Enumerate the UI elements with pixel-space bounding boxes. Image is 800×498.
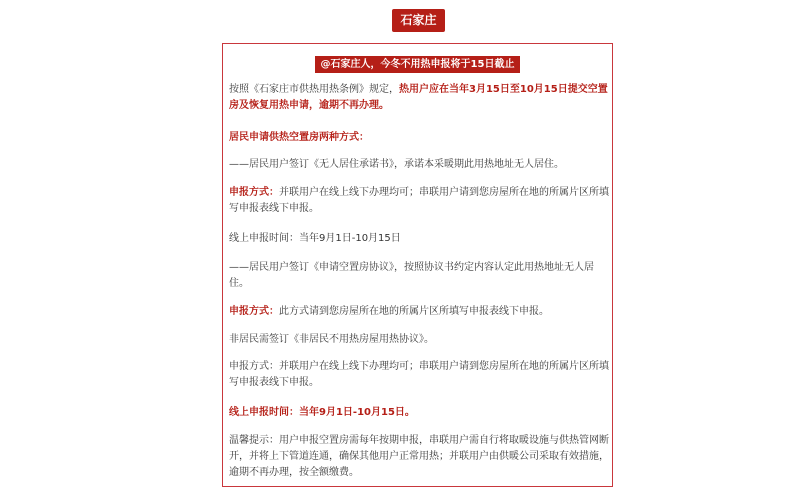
method1-text: 并联用户在线上线下办理均可；串联用户请到您房屋所在地的所属片区所填写申报表线下申报。	[229, 187, 609, 214]
method2-text: 此方式请到您房屋所在地的所属片区所填写申报表线下申报。	[279, 306, 549, 317]
intro-highlight: 热用户应在当年3月15日至10月15日提交空置房及恢复用热申请，逾期不再办理。	[229, 84, 608, 111]
headline: @石家庄人，今冬不用热申报将于15日截止	[315, 56, 521, 73]
method2-paragraph	[229, 304, 609, 320]
method2-desc: ——居民用户签订《申请空置房协议》，按照协议书约定内容认定此用热地址无人居住。	[229, 262, 594, 289]
non-resident-online-time: 线上申报时间：当年9月1日-10月15日。	[229, 407, 415, 418]
method2-label: 申报方式：	[229, 306, 279, 317]
non-resident-desc: 非居民需签订《非居民不用热房屋用热协议》。	[229, 334, 434, 345]
method1-desc: ——居民用户签订《无人居住承诺书》，承诺本采暖期此用热地址无人居住。	[229, 159, 564, 170]
section-title: 居民申请供热空置房两种方式：	[229, 132, 369, 143]
method1-label: 申报方式：	[229, 187, 279, 198]
notice-card	[222, 43, 613, 487]
tip-paragraph: 温馨提示：用户申报空置房需每年按期申报，串联用户需自行将取暖设施与供热管网断开，并将上下管道连通，确保其他用户正常用热；并联用户由供暖公司采取有效措施，逾期不再办理，按全额缴费。	[229, 435, 609, 478]
headline-wrap	[223, 52, 612, 73]
non-resident-method: 申报方式：并联用户在线上线下办理均可；串联用户请到您房屋所在地的所属片区所填写申报表线下申报。	[229, 361, 609, 388]
method1-paragraph	[229, 185, 609, 217]
city-tag: 石家庄	[392, 9, 445, 32]
intro-paragraph	[229, 82, 609, 114]
method1-online-time: 线上申报时间：当年9月1日-10月15日	[229, 233, 401, 244]
intro-prefix: 按照《石家庄市供热用热条例》规定，	[229, 84, 399, 95]
